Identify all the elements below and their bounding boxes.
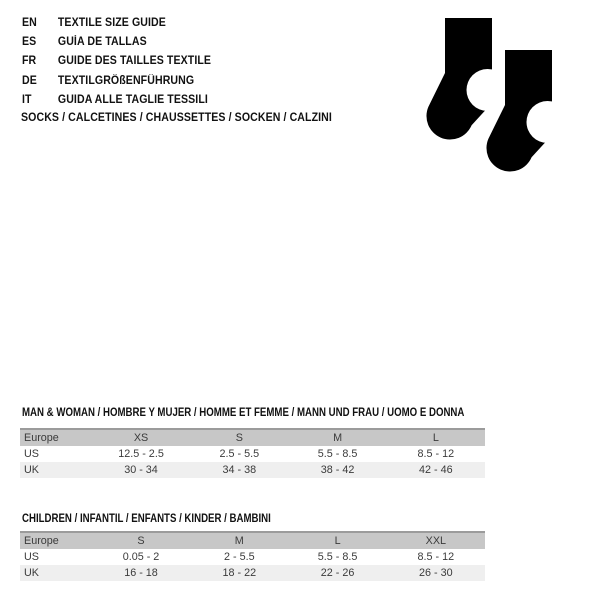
table-header-row: [20, 429, 485, 446]
table-row-us: [20, 549, 485, 565]
column-header-size: S: [137, 535, 145, 547]
table-row-us: [20, 446, 485, 462]
socks-icon: [420, 12, 580, 177]
language-code: DE: [22, 74, 37, 87]
column-header-size: L: [432, 432, 439, 444]
size-value: 34 - 38: [222, 464, 257, 476]
table-row-uk: [20, 462, 485, 478]
language-label: GUÍA DE TALLAS: [57, 36, 147, 49]
column-header-size: M: [234, 535, 244, 547]
size-value: 30 - 34: [124, 464, 158, 476]
language-row-it: [22, 91, 211, 110]
column-header-size: XXL: [425, 535, 447, 547]
language-row-es: [22, 33, 211, 52]
size-value: 42 - 46: [419, 464, 453, 476]
language-title-list: [22, 14, 228, 110]
size-value: 2 - 5.5: [223, 551, 255, 563]
size-value: 8.5 - 12: [417, 551, 455, 563]
size-value: 5.5 - 8.5: [317, 448, 358, 460]
language-label: TEXTILGRÖßENFÜHRUNG: [57, 74, 195, 87]
size-value: 22 - 26: [320, 567, 355, 579]
children-size-table: [20, 531, 485, 581]
language-row-de: [22, 72, 211, 91]
language-label: TEXTILE SIZE GUIDE: [57, 17, 166, 29]
language-code: FR: [22, 55, 37, 68]
size-value: 38 - 42: [320, 464, 355, 476]
size-value: 16 - 18: [124, 567, 158, 579]
column-header-region: Europe: [24, 535, 59, 547]
column-header-size: M: [333, 432, 343, 444]
size-value: 2.5 - 5.5: [219, 448, 260, 460]
language-code: ES: [22, 36, 37, 49]
children-table-title: CHILDREN / INFANTIL / ENFANTS / KINDER / BAMBINI: [22, 513, 271, 525]
language-row-en: [22, 14, 211, 33]
sock-front: [486, 50, 568, 172]
size-value: 8.5 - 12: [417, 448, 455, 460]
language-label: GUIDA ALLE TAGLIE TESSILI: [57, 93, 208, 106]
column-header-size: S: [235, 432, 243, 444]
language-code: IT: [22, 93, 32, 106]
adult-size-table: [20, 428, 485, 478]
sock-back: [426, 18, 508, 140]
region-label: UK: [24, 567, 39, 579]
size-value: 26 - 30: [419, 567, 453, 579]
region-label: US: [24, 551, 39, 563]
table-row-uk: [20, 565, 485, 581]
table-header-row: [20, 532, 485, 549]
language-label: GUIDE DES TAILLES TEXTILE: [57, 55, 212, 68]
size-value: 12.5 - 2.5: [118, 448, 164, 460]
region-label: UK: [24, 464, 39, 476]
adult-table-title: MAN & WOMAN / HOMBRE Y MUJER / HOMME ET FEMME / MANN UND FRAU / UOMO E DONNA: [22, 407, 465, 419]
column-header-region: Europe: [24, 432, 59, 444]
language-row-fr: [22, 52, 211, 71]
category-heading: SOCKS / CALCETINES / CHAUSSETTES / SOCKEN / CALZINI: [21, 112, 332, 124]
language-code: EN: [22, 17, 37, 29]
region-label: US: [24, 448, 39, 460]
size-value: 18 - 22: [222, 567, 257, 579]
size-value: 0.05 - 2: [122, 551, 160, 563]
size-value: 5.5 - 8.5: [317, 551, 358, 563]
column-header-size: XS: [133, 432, 149, 444]
column-header-size: L: [334, 535, 341, 547]
